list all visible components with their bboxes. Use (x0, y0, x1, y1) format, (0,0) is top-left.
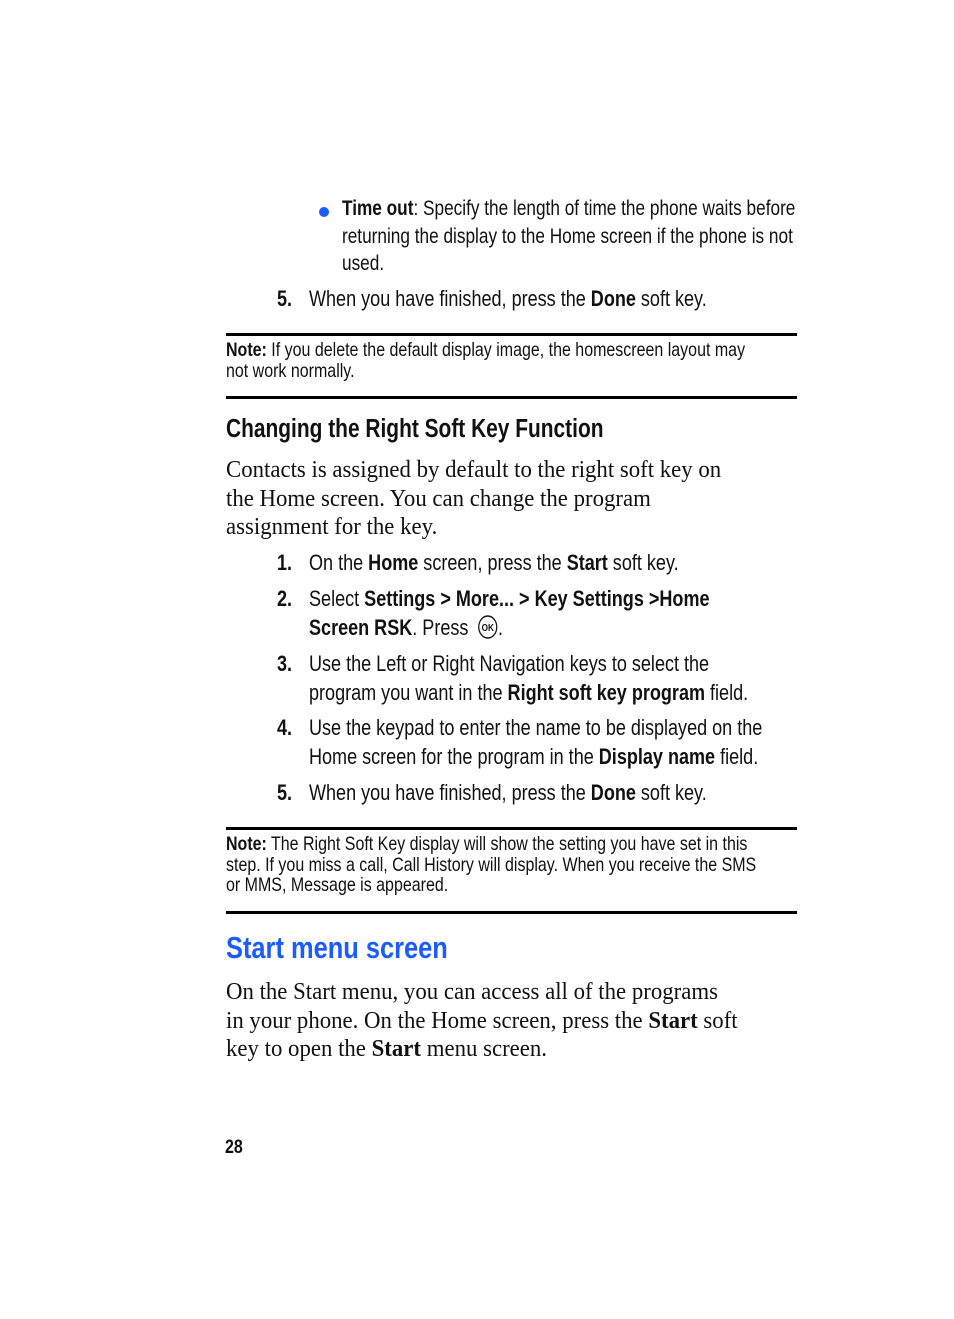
divider (226, 396, 797, 399)
step-number: 5. (277, 286, 293, 311)
divider (226, 333, 797, 336)
text-line (309, 585, 710, 614)
bullet-icon (319, 207, 329, 217)
note-display-image (226, 340, 745, 381)
text-line (226, 456, 721, 485)
text-line (226, 1035, 738, 1064)
text-line (309, 743, 762, 772)
step-5 (309, 779, 707, 808)
text: assignment for the key. (226, 514, 438, 540)
bold-text: Note: (226, 339, 267, 361)
step-number: 3. (277, 651, 293, 676)
page-number: 28 (225, 1136, 243, 1158)
text-line (342, 195, 795, 223)
text-line (226, 834, 756, 855)
text-line (342, 250, 795, 278)
ok-key-icon (477, 615, 498, 647)
text: On the (309, 550, 369, 575)
step-4 (309, 714, 762, 771)
text: : Specify the length of time the phone waits before (413, 197, 796, 220)
text: The Right Soft Key display will show the setting you have set in this (266, 833, 748, 855)
text: soft (697, 1007, 738, 1034)
text-line (309, 650, 748, 679)
text: . Press (412, 614, 474, 640)
text: field. (715, 743, 759, 769)
text-line (226, 855, 756, 876)
bold-text: Done (590, 780, 636, 805)
text: menu screen. (421, 1036, 547, 1062)
svg-text:OK: OK (481, 621, 494, 633)
text: Home screen for the program in the (309, 743, 599, 769)
section-heading: Changing the Right Soft Key Function (226, 415, 604, 443)
bold-text: Start (648, 1007, 698, 1034)
text-line (342, 223, 795, 251)
text: program you want in the (309, 679, 508, 705)
text-line (226, 485, 721, 514)
text-line (226, 361, 745, 382)
step-done (309, 285, 707, 314)
bold-text: Right soft key program (507, 679, 706, 705)
text: not work normally. (226, 359, 355, 382)
text: Use the keypad to enter the name to be displayed on the (309, 715, 763, 740)
bold-text: Display name (598, 743, 716, 769)
step-number: 2. (277, 586, 293, 611)
text: soft key. (635, 780, 707, 805)
text: On the Start menu, you can access all of the programs (226, 979, 718, 1005)
text: soft key. (607, 550, 679, 575)
text: step. If you miss a call, Call History will display. When you receive the SMS (226, 853, 757, 876)
bold-text: Start (371, 1036, 422, 1062)
text-line (226, 875, 756, 896)
divider (226, 827, 797, 830)
text: screen, press the (418, 550, 567, 575)
text: or MMS, Message is appeared. (226, 874, 449, 896)
text-line (226, 513, 721, 542)
bullet-time-out (342, 195, 795, 278)
bold-text: Start (566, 550, 608, 575)
note-right-soft-key (226, 834, 756, 896)
intro-paragraph (226, 456, 721, 542)
text-line (309, 779, 707, 808)
divider (226, 911, 797, 914)
bold-text: Note: (226, 833, 267, 855)
text-line (309, 614, 710, 647)
step-number: 1. (277, 550, 293, 575)
text-line (226, 978, 738, 1007)
step-3 (309, 650, 748, 707)
bold-text: Time out (342, 197, 414, 220)
step-1 (309, 549, 679, 578)
text: Select (309, 586, 365, 611)
bold-text: Settings > More... > Key Settings >Home (364, 586, 710, 611)
text: . (498, 614, 504, 640)
text: returning the display to the Home screen if the phone is not (342, 224, 793, 248)
text: the Home screen. You can change the program (226, 485, 651, 512)
text: When you have finished, press the (309, 780, 591, 805)
text: Use the Left or Right Navigation keys to select the (309, 651, 710, 676)
bold-text: Screen RSK (309, 614, 413, 640)
text: in your phone. On the Home screen, press the (226, 1007, 649, 1034)
text-line (226, 1007, 738, 1036)
start-menu-heading: Start menu screen (226, 930, 448, 965)
step-number: 5. (277, 780, 293, 805)
text-line (309, 679, 748, 708)
start-menu-paragraph (226, 978, 738, 1064)
text: field. (705, 679, 749, 705)
bold-text: Home (368, 550, 419, 575)
text: Contacts is assigned by default to the right soft key on (226, 457, 722, 483)
step-2 (309, 585, 710, 646)
text-line (309, 285, 707, 314)
text: When you have finished, press the (309, 286, 591, 311)
text: If you delete the default display image, the homescreen layout may (266, 339, 746, 361)
text-line (226, 340, 745, 361)
bold-text: Done (590, 286, 636, 311)
text: soft key. (635, 286, 707, 311)
text-line (309, 549, 679, 578)
step-number: 4. (277, 715, 293, 740)
text: key to open the (226, 1036, 372, 1062)
text: used. (342, 252, 385, 275)
text-line (309, 714, 762, 743)
